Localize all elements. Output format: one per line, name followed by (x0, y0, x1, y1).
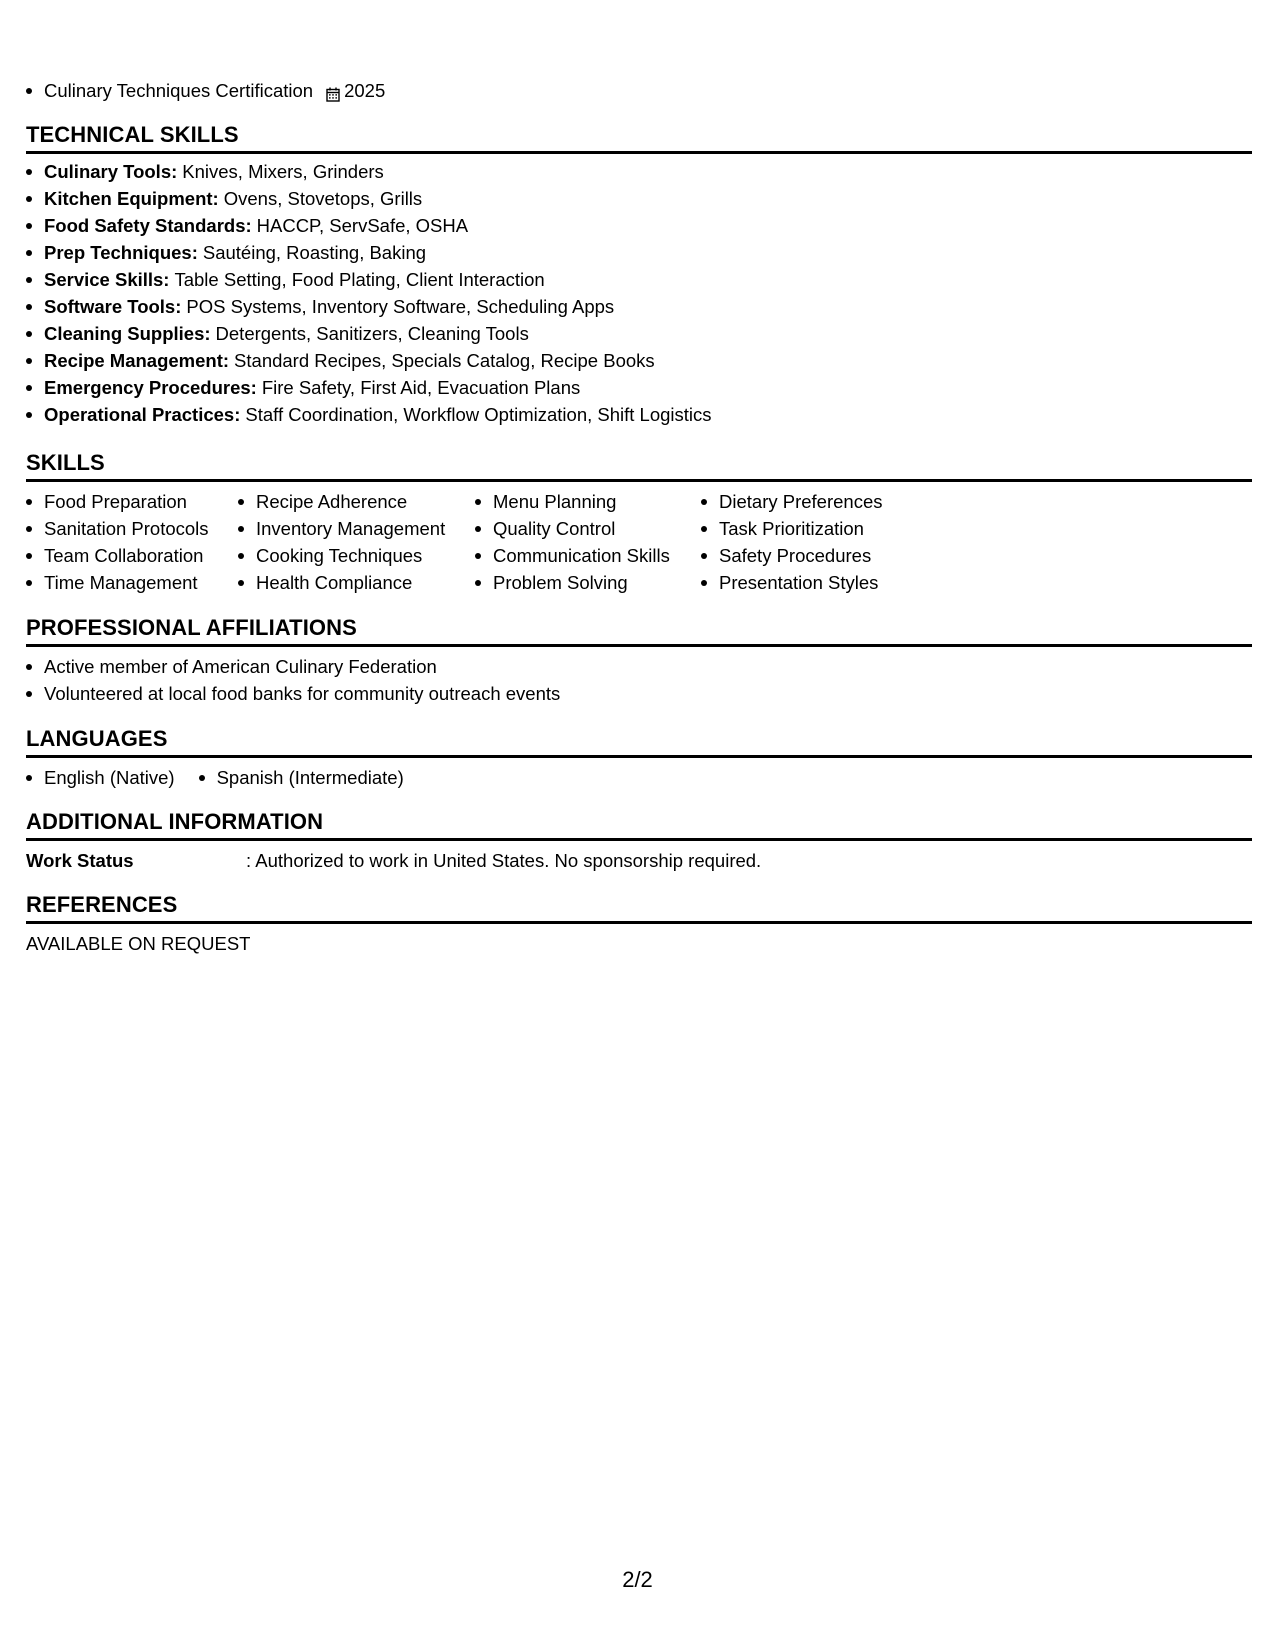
list-item (199, 764, 404, 791)
skill-label: Cleaning Supplies: (44, 323, 211, 344)
skill-label: Kitchen Equipment: (44, 188, 219, 209)
bullet (26, 499, 32, 505)
skill-value: Ovens, Stovetops, Grills (223, 188, 423, 209)
skill-value: HACCP, ServSafe, OSHA (256, 215, 469, 236)
skills-column (238, 488, 445, 596)
section-title: PROFESSIONAL AFFILIATIONS (26, 615, 357, 640)
list-item (26, 239, 1252, 266)
list-item (475, 488, 670, 515)
skill-value: POS Systems, Inventory Software, Scheduling Apps (186, 296, 615, 317)
skills-column (701, 488, 882, 596)
list-item (26, 185, 1252, 212)
skill-label: Operational Practices: (44, 404, 241, 425)
list-item (26, 212, 1252, 239)
list-item (238, 542, 445, 569)
list-item (26, 266, 1252, 293)
bullet (26, 223, 32, 229)
skill-value: Detergents, Sanitizers, Cleaning Tools (215, 323, 529, 344)
skill-item: Sanitation Protocols (44, 518, 209, 539)
section-title: LANGUAGES (26, 726, 168, 751)
skill-value: Standard Recipes, Specials Catalog, Recipe Books (234, 350, 655, 371)
list-item (26, 680, 1252, 707)
list-item (26, 488, 209, 515)
list-item (26, 320, 1252, 347)
bullet (475, 553, 481, 559)
section-divider (26, 151, 1252, 154)
section-title: ADDITIONAL INFORMATION (26, 809, 324, 834)
list-item (26, 569, 209, 596)
bullet (26, 526, 32, 532)
list-item (475, 569, 670, 596)
bullet (238, 499, 244, 505)
skill-value: Table Setting, Food Plating, Client Interaction (174, 269, 545, 290)
bullet (26, 277, 32, 283)
list-item (475, 515, 670, 542)
bullet (701, 580, 707, 586)
list-item (701, 515, 882, 542)
skill-item: Cooking Techniques (256, 545, 423, 566)
skill-item: Quality Control (493, 518, 616, 539)
skill-item: Dietary Preferences (719, 491, 883, 512)
technical-skills-list (26, 158, 1252, 428)
work-status-label: Work Status (26, 850, 134, 871)
bullet (475, 499, 481, 505)
list-item (238, 515, 445, 542)
skill-item: Food Preparation (44, 491, 187, 512)
skill-value: Fire Safety, First Aid, Evacuation Plans (261, 377, 581, 398)
bullet (26, 412, 32, 418)
bullet (701, 526, 707, 532)
bullet (26, 664, 32, 670)
bullet (26, 553, 32, 559)
skill-item: Recipe Adherence (256, 491, 408, 512)
bullet (26, 331, 32, 337)
skill-item: Team Collaboration (44, 545, 204, 566)
list-item (701, 569, 882, 596)
list-item (26, 401, 1252, 428)
skill-item: Communication Skills (493, 545, 670, 566)
bullet (26, 775, 32, 781)
affiliation-item: Volunteered at local food banks for community outreach events (44, 683, 561, 704)
skill-label: Emergency Procedures: (44, 377, 257, 398)
skill-label: Prep Techniques: (44, 242, 198, 263)
list-item (238, 488, 445, 515)
skills-column (475, 488, 670, 596)
bullet (26, 250, 32, 256)
list-item (475, 542, 670, 569)
skill-item: Time Management (44, 572, 198, 593)
bullet (238, 553, 244, 559)
affiliation-item: Active member of American Culinary Federation (44, 656, 437, 677)
bullet (26, 385, 32, 391)
list-item (701, 542, 882, 569)
section-divider (26, 644, 1252, 647)
references-text: AVAILABLE ON REQUEST (26, 933, 251, 954)
certification-name: Culinary Techniques Certification (44, 80, 314, 101)
skill-item: Health Compliance (256, 572, 413, 593)
skill-item: Problem Solving (493, 572, 628, 593)
list-item (701, 488, 882, 515)
technical-skills-section (26, 122, 1252, 428)
skill-label: Software Tools: (44, 296, 182, 317)
bullet (701, 553, 707, 559)
section-divider (26, 921, 1252, 924)
skills-section (26, 450, 1252, 598)
skill-label: Recipe Management: (44, 350, 230, 371)
list-item (26, 542, 209, 569)
skill-item: Presentation Styles (719, 572, 879, 593)
list-item (26, 293, 1252, 320)
bullet (26, 691, 32, 697)
skill-item: Menu Planning (493, 491, 617, 512)
section-title: TECHNICAL SKILLS (26, 122, 239, 147)
work-status-value: : Authorized to work in United States. No sponsorship required. (246, 850, 762, 871)
skill-item: Safety Procedures (719, 545, 872, 566)
bullet (475, 526, 481, 532)
references-section (26, 892, 1252, 957)
languages-list (26, 764, 1252, 791)
languages-section (26, 726, 1252, 791)
skill-item: Inventory Management (256, 518, 446, 539)
skill-label: Food Safety Standards: (44, 215, 252, 236)
section-divider (26, 755, 1252, 758)
certification-item (26, 79, 385, 103)
language-item: Spanish (Intermediate) (216, 767, 404, 788)
list-item (26, 764, 175, 791)
certification-year: 2025 (344, 80, 386, 101)
skill-item: Task Prioritization (719, 518, 864, 539)
work-status-row (26, 847, 1252, 874)
skill-label: Culinary Tools: (44, 161, 178, 182)
bullet (26, 358, 32, 364)
skill-value: Staff Coordination, Workflow Optimization, Shift Logistics (245, 404, 712, 425)
bullet (26, 169, 32, 175)
section-title: REFERENCES (26, 892, 178, 917)
bullet (238, 580, 244, 586)
list-item (26, 347, 1252, 374)
skill-value: Sautéing, Roasting, Baking (202, 242, 427, 263)
section-divider (26, 838, 1252, 841)
skill-value: Knives, Mixers, Grinders (182, 161, 384, 182)
bullet (26, 304, 32, 310)
section-divider (26, 479, 1252, 482)
bullet (26, 88, 32, 94)
calendar-icon (326, 84, 340, 99)
section-title: SKILLS (26, 450, 105, 475)
additional-info-section (26, 809, 1252, 874)
affiliations-section (26, 615, 1252, 707)
list-item (26, 158, 1252, 185)
bullet (701, 499, 707, 505)
skills-grid (26, 488, 1252, 598)
affiliations-list (26, 653, 1252, 707)
page-number: 2/2 (622, 1567, 653, 1592)
list-item (26, 374, 1252, 401)
skill-label: Service Skills: (44, 269, 170, 290)
bullet (26, 580, 32, 586)
skills-column (26, 488, 209, 596)
list-item (26, 515, 209, 542)
list-item (238, 569, 445, 596)
bullet (475, 580, 481, 586)
bullet (238, 526, 244, 532)
language-item: English (Native) (44, 767, 175, 788)
bullet (26, 196, 32, 202)
list-item (26, 653, 1252, 680)
bullet (199, 775, 205, 781)
